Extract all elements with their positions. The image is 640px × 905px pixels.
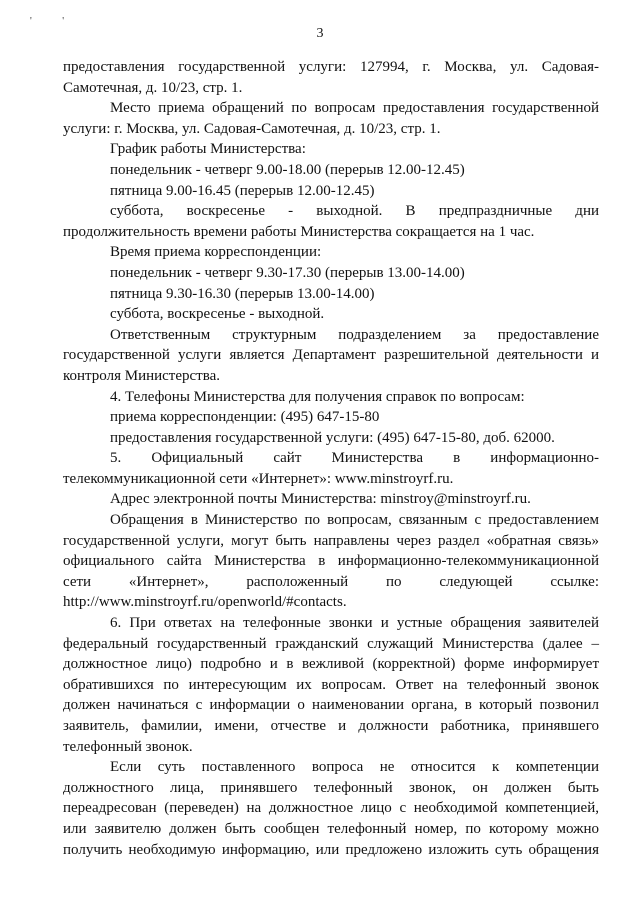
- text-line: 4. Телефоны Министерства для получения справок по вопросам:: [110, 388, 525, 405]
- document-body: [63, 57, 599, 860]
- text-line: понедельник - четверг 9.00-18.00 (перерыв 12.00-12.45): [110, 161, 465, 178]
- text-line: должностное лицо) подробно и в вежливой (корректной) форме информирует: [63, 656, 599, 673]
- text-line: продолжительность времени работы Министерства сокращается на 1 час.: [63, 223, 535, 240]
- text-line: понедельник - четверг 9.30-17.30 (перерыв 13.00-14.00): [110, 264, 465, 281]
- text-line: пятница 9.00-16.45 (перерыв 12.00-12.45): [110, 182, 375, 199]
- text-line: контроля Министерства.: [63, 367, 221, 384]
- page-number: 3: [316, 26, 324, 41]
- text-line: услуги: г. Москва, ул. Садовая-Самотечная, д. 10/23, стр. 1.: [63, 120, 441, 137]
- text-line: предоставления государственной услуги: (495) 647-15-80, доб. 62000.: [110, 429, 555, 446]
- text-line: предоставления государственной услуги: 127994, г. Москва, ул. Садовая-: [63, 59, 599, 75]
- text-line: суббота, воскресенье - выходной.: [110, 306, 325, 323]
- text-line: http://www.minstroyrf.ru/openworld/#contacts.: [63, 594, 347, 611]
- text-line: Если суть поставленного вопроса не относится к компетенции: [110, 759, 599, 776]
- text-line: Адрес электронной почты Министерства: minstroy@minstroyrf.ru.: [110, 491, 531, 508]
- text-line: государственной услуги, могут быть направлены через раздел «обратная связь»: [63, 532, 599, 549]
- text-line: пятница 9.30-16.30 (перерыв 13.00-14.00): [110, 285, 375, 302]
- text-line: сети «Интернет», расположенный по следующей ссылке:: [63, 573, 599, 590]
- text-line: получить необходимую информацию, или предложено изложить суть обращения: [63, 841, 599, 858]
- text-line: 5. Официальный сайт Министерства в информационно-: [110, 450, 599, 467]
- text-line: федеральный государственный гражданский служащий Министерства (далее –: [63, 635, 599, 652]
- text-line: Место приема обращений по вопросам предоставления государственной: [110, 100, 599, 117]
- text-line: или заявителю должен быть сообщен телефонный номер, по которому можно: [63, 820, 599, 837]
- text-line: переадресован (переведен) на должностное лицо с необходимой компетенцией,: [63, 800, 599, 817]
- text-line: должен начинаться с информации о наименовании органа, в который позвонил: [63, 697, 599, 714]
- text-line: телекоммуникационной сети «Интернет»: www.minstroyrf.ru.: [63, 470, 454, 487]
- text-line: 6. При ответах на телефонные звонки и устные обращения заявителей: [110, 615, 599, 632]
- text-line: Обращения в Министерство по вопросам, связанным с предоставлением: [110, 512, 599, 529]
- text-line: должностного лица, принявшего телефонный звонок, он должен быть: [63, 779, 599, 796]
- text-line: Ответственным структурным подразделением за предоставление: [110, 326, 599, 343]
- text-line: заявитель, фамилии, имени, отчестве и должности работника, принявшего: [63, 718, 599, 734]
- text-line: Самотечная, д. 10/23, стр. 1.: [63, 79, 243, 96]
- text-line: обратившихся по интересующим их вопросам. Ответ на телефонный звонок: [63, 676, 599, 693]
- text-line: приема корреспонденции: (495) 647-15-80: [110, 409, 380, 426]
- text-line: График работы Министерства:: [110, 141, 306, 158]
- text-line: Время приема корреспонденции:: [110, 244, 322, 261]
- text-line: официального сайта Министерства в информационно-телекоммуникационной: [63, 553, 599, 570]
- text-line: суббота, воскресенье - выходной. В предпраздничные дни: [110, 203, 599, 220]
- text-line: государственной услуги является Департамент разрешительной деятельности и: [63, 347, 599, 364]
- scan-marks: ' ': [30, 16, 79, 27]
- text-line: телефонный звонок.: [63, 738, 193, 755]
